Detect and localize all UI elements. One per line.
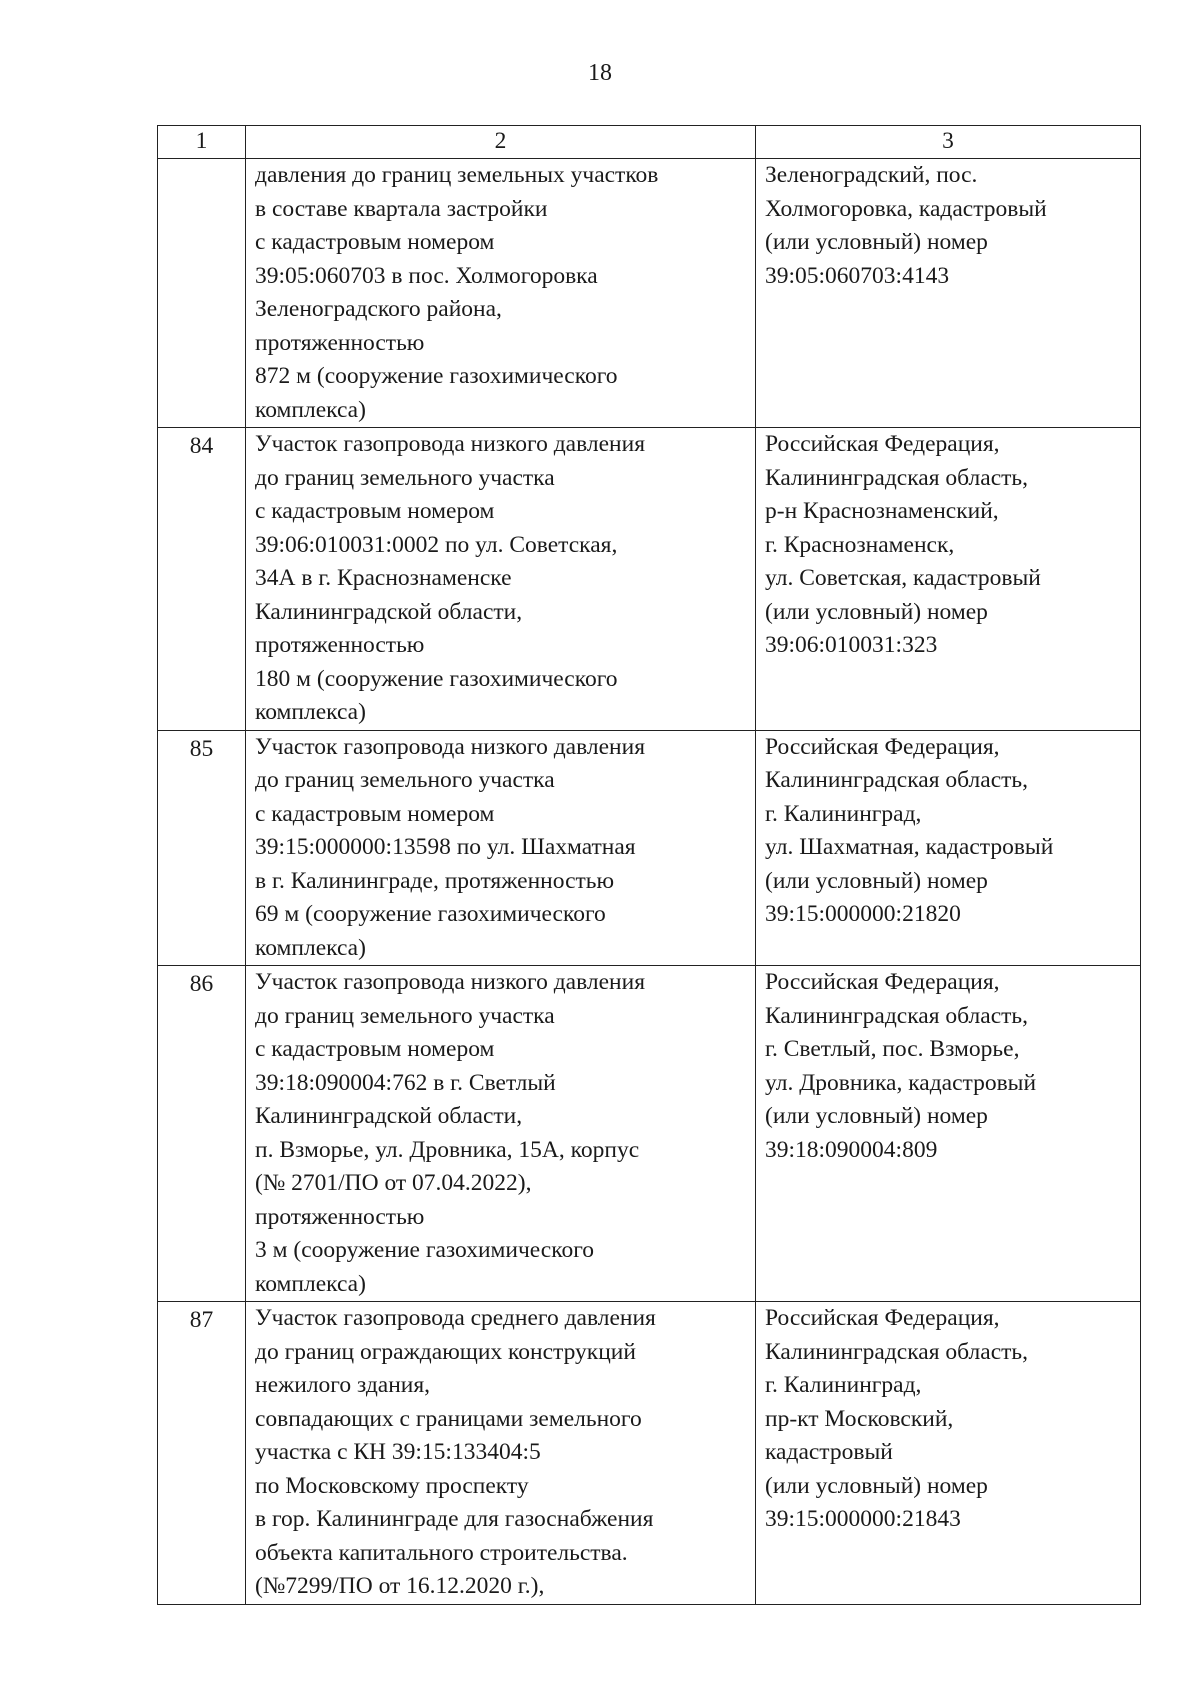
- description-line: нежилого здания,: [255, 1372, 431, 1398]
- address-line: Калининградская область,: [765, 464, 1028, 491]
- row-number: 86: [158, 966, 246, 1302]
- address-line: 39:18:090004:809: [765, 1136, 938, 1163]
- address-line: ул. Дровника, кадастровый: [765, 1069, 1037, 1096]
- description-line: объекта капитального строительства.: [255, 1539, 628, 1566]
- object-description-cell: [246, 730, 756, 966]
- address-line: 39:05:060703:4143: [765, 262, 950, 289]
- description-line: (№7299/ПО от 16.12.2020 г.),: [255, 1573, 545, 1599]
- description-line: 34А в г. Краснознаменске: [255, 565, 512, 591]
- description-line: с кадастровым номером: [255, 1036, 495, 1062]
- address-cell: [756, 730, 1141, 966]
- table-row: [158, 966, 1141, 1302]
- address-line: Калининградская область,: [765, 1002, 1028, 1029]
- address-line: Российская Федерация,: [765, 969, 1000, 995]
- row-number: [158, 159, 246, 428]
- description-line: п. Взморье, ул. Дровника, 15А, корпус: [255, 1136, 640, 1163]
- description-line: по Московскому проспекту: [255, 1472, 529, 1499]
- table-row: [158, 1302, 1141, 1605]
- table-row: [158, 428, 1141, 731]
- address-line: Калининградская область,: [765, 767, 1028, 793]
- description-line: до границ земельного участка: [255, 1002, 555, 1029]
- description-line: комплекса): [255, 396, 366, 423]
- description-line: 872 м (сооружение газохимического: [255, 363, 618, 389]
- object-description-cell: [246, 159, 756, 428]
- description-line: 39:15:000000:13598 по ул. Шахматная: [255, 834, 636, 860]
- object-description-cell: [246, 428, 756, 731]
- description-line: 39:06:010031:0002 по ул. Советская,: [255, 531, 618, 558]
- address-cell: [756, 966, 1141, 1302]
- address-line: ул. Советская, кадастровый: [765, 565, 1041, 591]
- address-line: Калининградская область,: [765, 1338, 1028, 1365]
- address-line: г. Светлый, пос. Взморье,: [765, 1036, 1020, 1062]
- description-line: в гор. Калининграде для газоснабжения: [255, 1506, 654, 1532]
- address-line: ул. Шахматная, кадастровый: [765, 834, 1054, 860]
- description-line: протяженностью: [255, 1203, 425, 1230]
- address-line: Зеленоградский, пос.: [765, 162, 978, 188]
- description-line: до границ земельного участка: [255, 464, 555, 491]
- description-line: (№ 2701/ПО от 07.04.2022),: [255, 1170, 532, 1196]
- description-line: комплекса): [255, 1270, 366, 1297]
- address-line: р-н Краснознаменский,: [765, 498, 999, 524]
- description-line: участка с КН 39:15:133404:5: [255, 1439, 541, 1465]
- address-line: (или условный) номер: [765, 1103, 988, 1129]
- description-line: Участок газопровода низкого давления: [255, 969, 646, 995]
- address-cell: [756, 1302, 1141, 1605]
- description-line: 39:18:090004:762 в г. Светлый: [255, 1069, 556, 1096]
- description-line: до границ земельного участка: [255, 767, 555, 793]
- object-description-cell: [246, 1302, 756, 1605]
- page-number: 18: [588, 60, 612, 86]
- description-line: протяженностью: [255, 632, 425, 658]
- address-line: г. Краснознаменск,: [765, 531, 955, 558]
- description-line: с кадастровым номером: [255, 229, 495, 255]
- address-line: (или условный) номер: [765, 1472, 988, 1499]
- table-body: [158, 159, 1141, 1605]
- description-line: 69 м (сооружение газохимического: [255, 901, 606, 927]
- description-line: комплекса): [255, 934, 366, 961]
- address-line: г. Калининград,: [765, 1372, 922, 1398]
- address-line: Холмогоровка, кадастровый: [765, 195, 1047, 222]
- description-line: Участок газопровода низкого давления: [255, 431, 646, 457]
- column-header-3: 3: [756, 126, 1141, 159]
- address-line: кадастровый: [765, 1439, 893, 1465]
- address-line: (или условный) номер: [765, 867, 988, 894]
- description-line: комплекса): [255, 699, 366, 725]
- address-line: 39:15:000000:21820: [765, 901, 961, 927]
- address-line: Российская Федерация,: [765, 1305, 1000, 1331]
- table-row: [158, 159, 1141, 428]
- description-line: с кадастровым номером: [255, 498, 495, 524]
- table-header-row: [158, 126, 1141, 159]
- address-line: (или условный) номер: [765, 229, 988, 255]
- description-line: давления до границ земельных участков: [255, 162, 659, 188]
- description-line: в составе квартала застройки: [255, 195, 548, 222]
- description-line: Участок газопровода среднего давления: [255, 1305, 656, 1331]
- description-line: с кадастровым номером: [255, 800, 495, 827]
- address-line: Российская Федерация,: [765, 733, 1000, 760]
- address-line: (или условный) номер: [765, 598, 988, 625]
- address-line: г. Калининград,: [765, 800, 922, 827]
- description-line: совпадающих с границами земельного: [255, 1405, 642, 1432]
- description-line: Участок газопровода низкого давления: [255, 733, 646, 760]
- address-line: пр-кт Московский,: [765, 1405, 954, 1432]
- address-cell: [756, 159, 1141, 428]
- description-line: протяженностью: [255, 329, 425, 356]
- description-line: Калининградской области,: [255, 1103, 523, 1129]
- column-header-2: 2: [246, 126, 756, 159]
- address-cell: [756, 428, 1141, 731]
- description-line: 39:05:060703 в пос. Холмогоровка: [255, 262, 598, 289]
- table-row: [158, 730, 1141, 966]
- row-number: 84: [158, 428, 246, 731]
- description-line: 180 м (сооружение газохимического: [255, 665, 618, 692]
- description-line: Калининградской области,: [255, 598, 523, 625]
- row-number: 85: [158, 730, 246, 966]
- address-line: 39:15:000000:21843: [765, 1506, 961, 1532]
- address-line: Российская Федерация,: [765, 431, 1000, 457]
- column-header-1: 1: [158, 126, 246, 159]
- object-description-cell: [246, 966, 756, 1302]
- row-number: 87: [158, 1302, 246, 1605]
- description-line: в г. Калининграде, протяженностью: [255, 867, 615, 894]
- description-line: до границ ограждающих конструкций: [255, 1338, 636, 1365]
- description-line: 3 м (сооружение газохимического: [255, 1237, 595, 1263]
- description-line: Зеленоградского района,: [255, 296, 502, 322]
- address-line: 39:06:010031:323: [765, 632, 938, 658]
- register-table: [157, 125, 1141, 1605]
